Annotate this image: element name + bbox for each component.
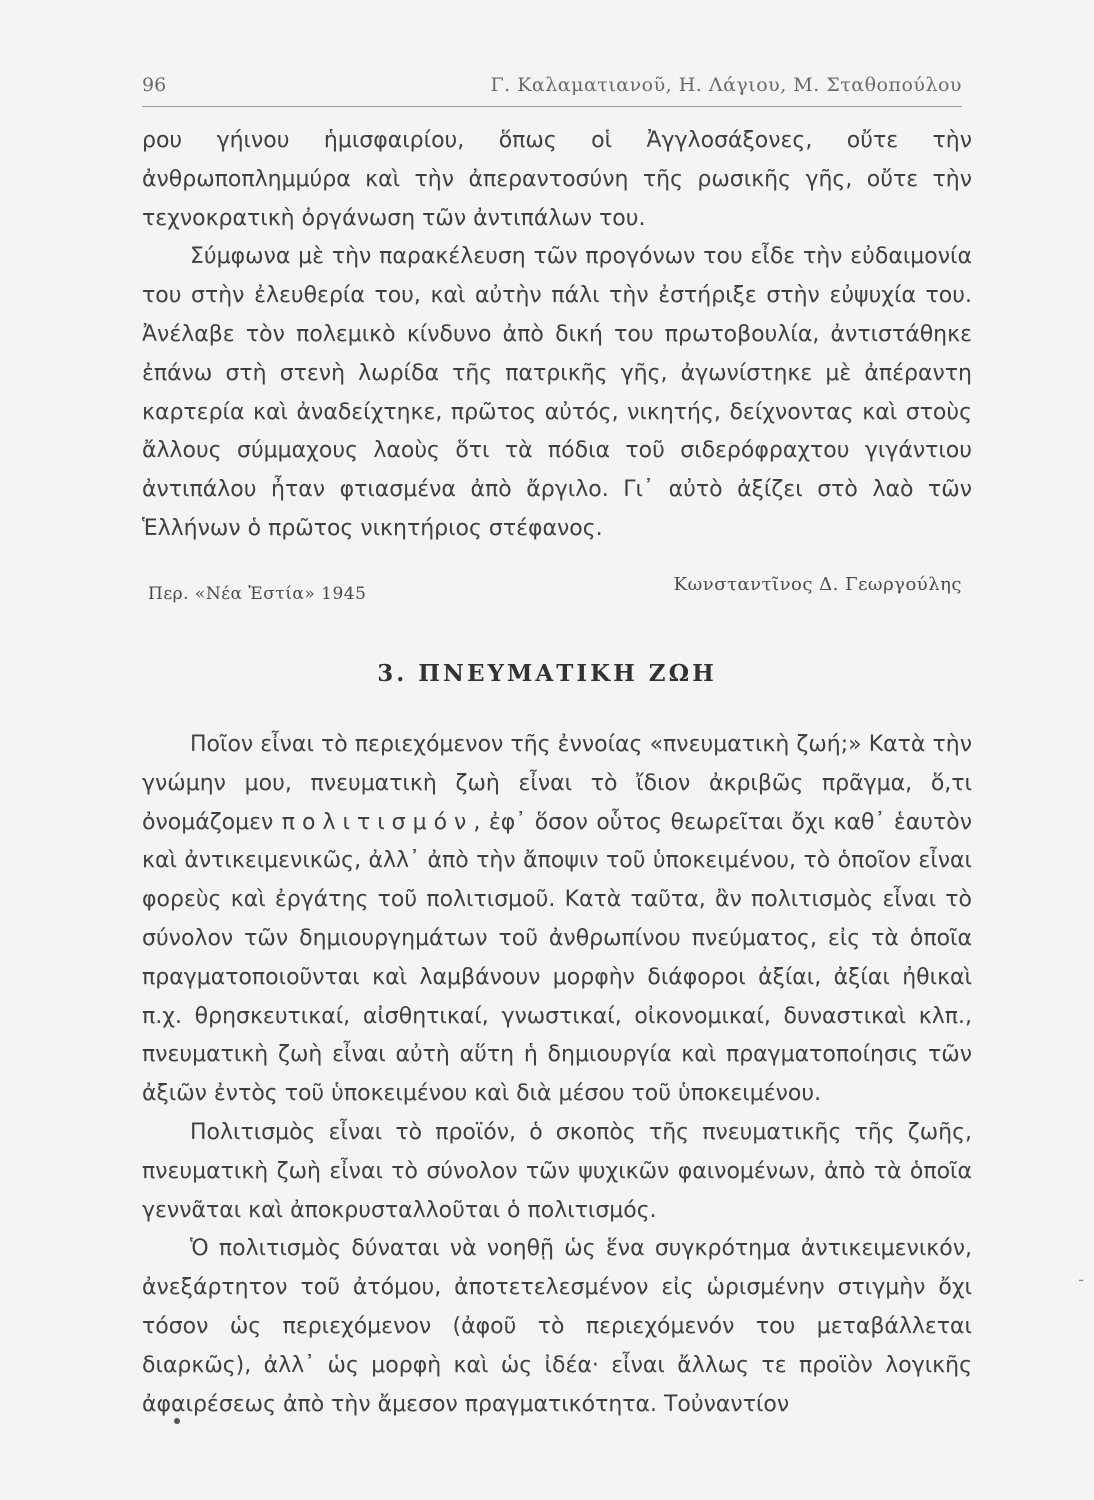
running-header (142, 74, 962, 107)
header-authors: Γ. Καλαματιανοῦ, Η. Λάγιου, Μ. Σταθοπούλου (490, 74, 962, 96)
paragraph (142, 726, 972, 1114)
page-number: 96 (142, 74, 167, 96)
section-body (142, 726, 972, 1424)
source-author: Κωνσταντῖνος Δ. Γεωργούλης (673, 574, 962, 595)
previous-section-text (142, 122, 972, 549)
emphasized-term: πολιτισμόν (281, 809, 474, 835)
margin-mark: - (1078, 1270, 1084, 1289)
source-reference: Περ. «Νέα Ἑστία» 1945 (148, 584, 367, 604)
section-heading: 3. ΠΝΕΥΜΑΤΙΚΗ ΖΩΗ (377, 660, 717, 687)
paragraph-text: Ποῖον εἶναι τὸ περιεχόμενον τῆς ἐννοίας «πνευματικὴ ζωή;» Κατὰ τὴν γνώμην μου, πνευματικὴ ζωὴ εἶναι τὸ ἴδιον ἀκριβῶς πρᾶγμα, ὅ,τι ὀνομάζομεν (142, 732, 972, 835)
citation-line (142, 574, 962, 604)
paragraph: Ὁ πολιτισμὸς δύναται νὰ νοηθῇ ὡς ἕνα συγκρότημα ἀντικειμενικόν, ἀνεξάρτητον τοῦ ἀτόμου, ἀποτετελεσμένον εἰς ὡρισμένην στιγμὴν ὄχι τόσον ὡς περιεχόμενον (ἀφοῦ τὸ περιεχόμενόν του μεταβάλλεται διαρκῶς), ἀλλ᾽ ὡς μορφὴ καὶ ὡς ἰδέα· εἶναι ἄλλως τε προϊὸν λογικῆς ἀφαιρέσεως ἀπὸ τὴν ἄμεσον πραγματικότητα. Τοὐναντίον (142, 1236, 972, 1417)
paragraph-text: , ἐφ᾽ ὅσον οὗτος θεωρεῖται ὄχι καθ᾽ ἑαυτὸν καὶ ἀντικειμενικῶς, ἀλλ᾽ ἀπὸ τὴν ἄποψιν τοῦ ὑποκειμένου, τὸ ὁποῖον εἶναι φορεὺς καὶ ἐργάτης τοῦ πολιτισμοῦ. Κατὰ ταῦτα, ἂν πολιτισμὸς εἶναι τὸ σύνολον τῶν δημιουργημάτων τοῦ ἀνθρωπίνου πνεύματος, εἰς τὰ ὁποῖα πραγματοποιοῦνται καὶ λαμβάνουν μορφὴν διάφοροι ἀξίαι, ἀξίαι ἠθικαὶ π.χ. θρησκευτικαί, αἰσθητικαί, γνωστικαί, οἰκονομικαί, δυναστικαὶ κλπ., πνευματικὴ ζωὴ εἶναι αὐτὴ αὕτη ἡ δημιουργία καὶ πραγματοποίησις τῶν ἀξιῶν ἐντὸς τοῦ ὑποκειμένου καὶ διὰ μέσου τοῦ ὑποκειμένου. (142, 809, 972, 1107)
paragraph-continuation: ρου γήινου ἡμισφαιρίου, ὅπως οἱ Ἀγγλοσάξονες, οὔτε τὴν ἀνθρωποπλημμύρα καὶ τὴν ἀπεραντοσύνη τῆς ρωσικῆς γῆς, οὔτε τὴν τεχνοκρατικὴ ὀργάνωση τῶν ἀντιπάλων του. (142, 128, 972, 231)
paragraph: Πολιτισμὸς εἶναι τὸ προϊόν, ὁ σκοπὸς τῆς πνευματικῆς τῆς ζωῆς, πνευματικὴ ζωὴ εἶναι τὸ σύνολον τῶν ψυχικῶν φαινομένων, ἀπὸ τὰ ὁποῖα γεννᾶται καὶ ἀποκρυσταλλοῦται ὁ πολιτισμός. (142, 1119, 972, 1223)
paragraph: Σύμφωνα μὲ τὴν παρακέλευση τῶν προγόνων του εἶδε τὴν εὐδαιμονία του στὴν ἐλευθερία του, καὶ αὐτὴν πάλι τὴν ἐστήριξε στὴν εὐψυχία του. Ἀνέλαβε τὸν πολεμικὸ κίνδυνο ἀπὸ δική του πρωτοβουλία, ἀντιστάθηκε ἐπάνω στὴ στενὴ λωρίδα τῆς πατρικῆς γῆς, ἀγωνίστηκε μὲ ἀπέραντη καρτερία καὶ ἀναδείχτηκε, πρῶτος αὐτός, νικητής, δείχνοντας καὶ στοὺς ἄλλους σύμμαχους λαοὺς ὅτι τὰ πόδια τοῦ σιδερόφραχτου γιγάντιου ἀντιπάλου ἦταν φτιασμένα ἀπὸ ἄργιλο. Γι᾽ αὐτὸ ἀξίζει στὸ λαὸ τῶν Ἑλλήνων ὁ πρῶτος νικητήριος στέφανος. (142, 244, 972, 541)
ink-spot (174, 1418, 180, 1424)
